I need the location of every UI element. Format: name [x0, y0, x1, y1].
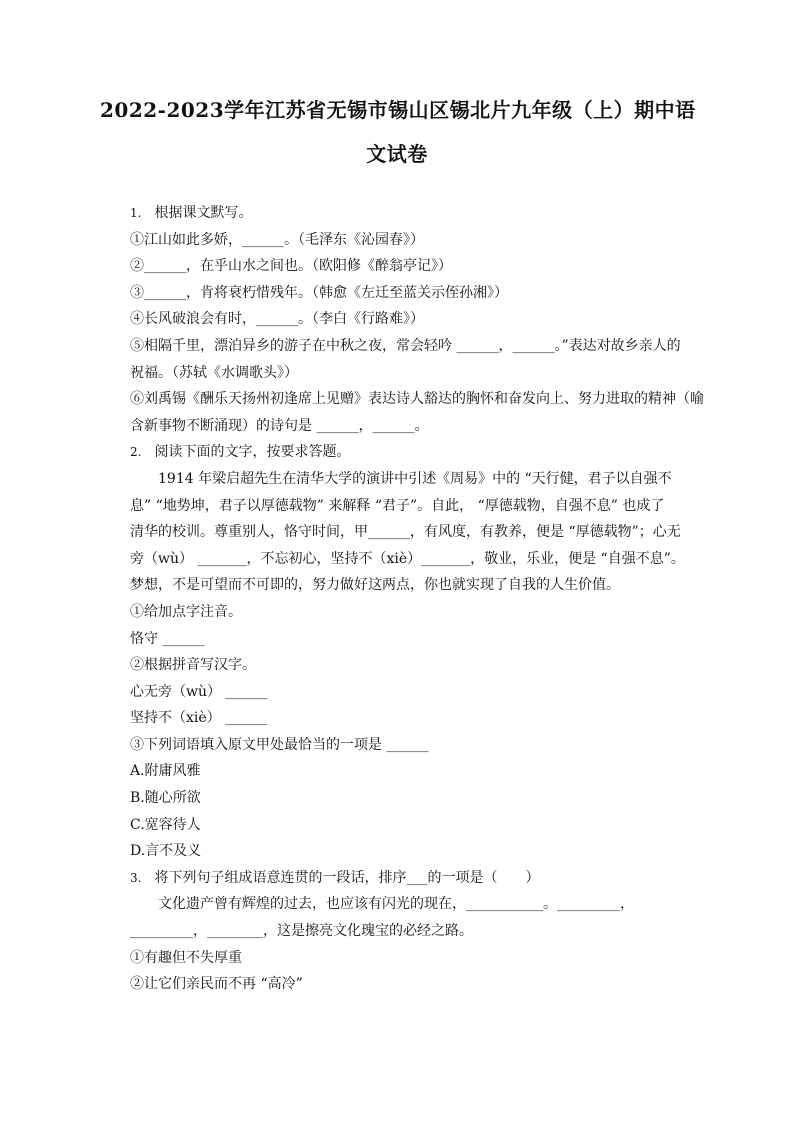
question-number: 1.: [130, 206, 142, 220]
question-2-item: ②根据拼音写汉字。: [130, 657, 256, 674]
question-1-item: ③______，肯将衰朽惜残年。（韩愈《左迁至蓝关示侄孙湘》）: [130, 284, 508, 301]
question-3-item: ②让它们亲民而不再 “高冷”: [130, 976, 303, 993]
passage-line: 1914 年梁启超先生在清华大学的演讲中引述《周易》中的 “天行健，君子以自强不: [158, 470, 672, 487]
question-2-item: ①给加点字注音。: [130, 603, 242, 620]
question-prompt: 将下列句子组成语意连贯的一段话，排序___的一项是（ ）: [154, 869, 540, 886]
passage-line: 息” “地势坤，君子以厚德载物” 来解释 “君子”。自此， “厚德载物，自强不息” 也成了: [130, 497, 665, 514]
document-title-line-2: 文试卷: [366, 142, 428, 166]
question-2-item: 恪守 ______: [130, 630, 205, 647]
answer-option-c: C.宽容待人: [130, 816, 201, 833]
passage-line: 梦想，不是可望而不可即的，努力做好这两点，你也就实现了自我的人生价值。: [130, 577, 620, 594]
question-3-item: ①有趣但不失厚重: [130, 949, 242, 966]
question-1-item: ⑥刘禹锡《酬乐天扬州初逢席上见赠》表达诗人豁达的胸怀和奋发向上、努力进取的精神（喻: [130, 391, 704, 408]
question-1-item: ①江山如此多娇，______。（毛泽东《沁园春》）: [130, 231, 424, 248]
passage-line: _________，________，这是擦亮文化瑰宝的必经之路。: [130, 923, 473, 940]
passage-line: 清华的校训。尊重别人，恪守时间，甲______，有风度，有教养，便是 “厚德载物”；心无: [130, 524, 681, 541]
passage-line: 文化遗产曾有辉煌的过去，也应该有闪光的现在，___________。_________，: [158, 896, 634, 913]
question-prompt: 根据课文默写。: [154, 205, 253, 221]
question-1-item: ②______，在乎山水之间也。（欧阳修《醉翁亭记》）: [130, 258, 452, 275]
question-1-header: [130, 200, 696, 227]
question-2-header: [130, 439, 696, 466]
question-number: 3.: [130, 870, 142, 885]
question-2-item: ③下列词语填入原文甲处最恰当的一项是 ______: [130, 736, 429, 753]
question-1-item: 含新事物不断涌现）的诗句是 ______，______。: [130, 417, 429, 434]
question-3-header: [130, 865, 696, 892]
question-1-item: 祝福。（苏轼《水调歌头》）: [130, 364, 298, 381]
question-1-item: ⑤相隔千里，漂泊异乡的游子在中秋之夜，常会轻吟 ______，______。”表达对故乡亲人的: [130, 337, 681, 354]
question-prompt: 阅读下面的文字，按要求答题。: [154, 444, 351, 461]
question-2-item: 心无旁（wù） ______: [130, 683, 268, 700]
question-number: 2.: [130, 445, 142, 460]
question-1-item: ④长风破浪会有时，______。（李白《行路难》）: [130, 311, 424, 328]
document-title-line-1: 2022-2023学年江苏省无锡市锡山区锡北片九年级（上）期中语: [100, 98, 696, 122]
question-2-item: 坚持不（xiè） ______: [130, 710, 268, 727]
answer-option-d: D.言不及义: [130, 843, 202, 860]
answer-option-b: B.随心所欲: [130, 790, 201, 807]
answer-option-a: A.附庸风雅: [130, 763, 201, 780]
passage-line: 旁（wù） _______，不忘初心，坚持不（xiè）_______，敬业，乐业，便是 “自强不息”。: [130, 550, 685, 567]
document-body: [130, 200, 704, 998]
